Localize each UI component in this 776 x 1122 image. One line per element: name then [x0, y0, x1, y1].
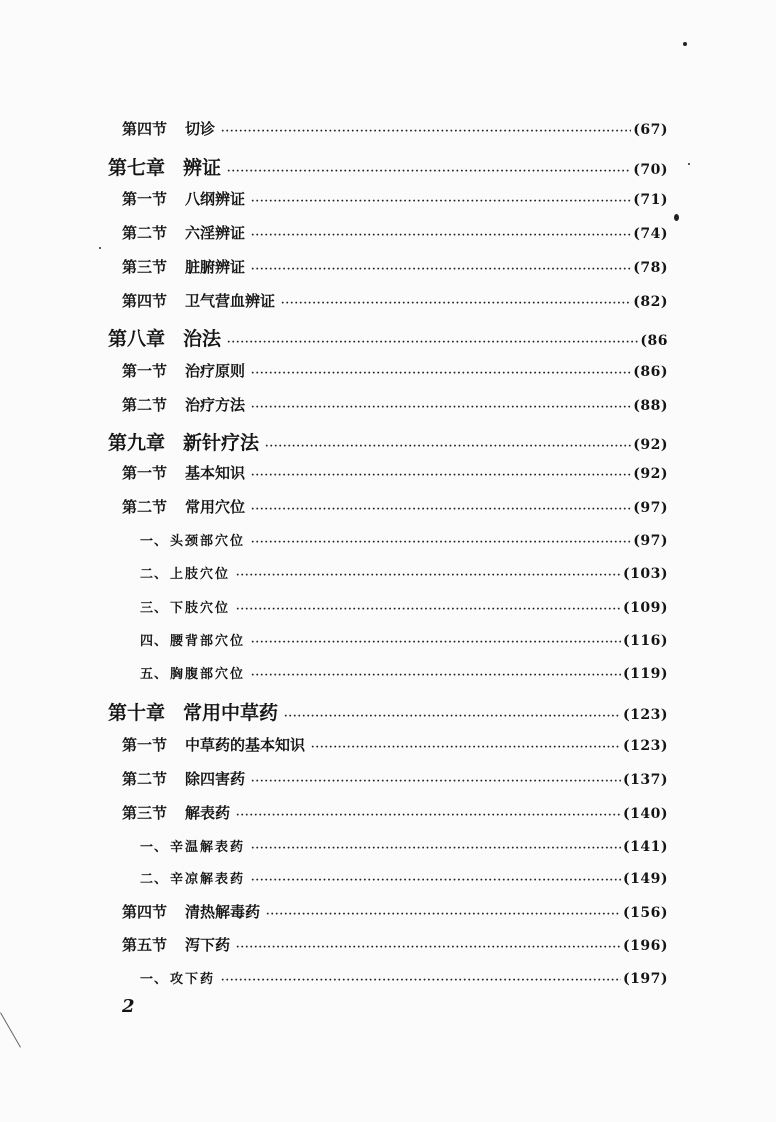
toc-entry-number: 一、 [140, 972, 169, 987]
toc-entry-sub [140, 663, 668, 682]
toc-entry-chapter [108, 698, 668, 725]
dot-leader [236, 570, 621, 581]
dot-leader [236, 604, 621, 615]
toc-entry-page: (109) [623, 600, 668, 616]
toc-entry-number: 第一节 [122, 736, 168, 754]
toc-entry-page: (116) [623, 633, 668, 649]
toc-entry-section [122, 901, 668, 922]
dot-leader [266, 909, 621, 920]
toc-entry-sub [140, 630, 668, 649]
toc-entry-page: (140) [623, 806, 668, 822]
toc-entry-chapter [108, 153, 668, 180]
toc-entry-number: 第一节 [122, 190, 168, 208]
toc-entry-title: 常用中草药 [183, 702, 279, 724]
dot-leader [236, 810, 621, 821]
toc-entry-page: (70) [633, 162, 668, 178]
dot-leader [251, 670, 621, 681]
toc-entry-title: 八纲辨证 [185, 190, 246, 208]
toc-entry-page: (92) [633, 466, 668, 482]
toc-entry-number: 四、 [140, 634, 169, 649]
toc-entry-number: 第九章 [108, 432, 166, 454]
toc-entry-page: (78) [633, 260, 668, 276]
toc-entry-title: 辨证 [183, 157, 222, 179]
toc-entry-section [122, 290, 668, 311]
toc-entry-title: 脏腑辨证 [185, 258, 246, 276]
toc-entry-title: 上肢穴位 [170, 567, 231, 582]
toc-entry-page: (123) [623, 707, 668, 723]
toc-entry-title: 解表药 [185, 804, 231, 822]
toc-entry-title: 辛温解表药 [170, 840, 246, 855]
toc-entry-number: 第七章 [108, 157, 166, 179]
dot-leader [251, 470, 631, 481]
toc-entry-page: (97) [633, 533, 668, 549]
toc-entry-title: 下肢穴位 [170, 601, 231, 616]
dot-leader [251, 843, 621, 854]
toc-entry-title: 治疗方法 [185, 396, 246, 414]
ink-speck [688, 163, 690, 165]
toc-entry-section [122, 222, 668, 243]
dot-leader [251, 196, 631, 207]
toc-entry-page: (156) [623, 905, 668, 921]
toc-entry-section [122, 188, 668, 209]
toc-entry-page: (86) [633, 364, 668, 380]
toc-entry-sub [140, 530, 668, 549]
toc-entry-number: 第一节 [122, 464, 168, 482]
toc-entry-title: 除四害药 [185, 770, 246, 788]
toc-entry-title: 基本知识 [185, 464, 246, 482]
dot-leader [251, 537, 631, 548]
dot-leader [311, 742, 621, 753]
dot-leader [227, 166, 631, 177]
toc-entry-title: 新针疗法 [183, 432, 260, 454]
dot-leader [265, 441, 631, 452]
toc-entry-title: 切诊 [185, 120, 216, 138]
dot-leader [251, 637, 621, 648]
dot-leader [251, 230, 631, 241]
toc-entry-title: 六淫辨证 [185, 224, 246, 242]
toc-entry-number: 第四节 [122, 903, 168, 921]
toc-entry-section [122, 734, 668, 755]
toc-entry-number: 一、 [140, 840, 169, 855]
toc-entry-number: 第二节 [122, 396, 168, 414]
toc-entry-page: (67) [633, 122, 668, 138]
toc-entry-section [122, 256, 668, 277]
toc-entry-title: 清热解毒药 [185, 903, 261, 921]
toc-entry-number: 第三节 [122, 258, 168, 276]
page-number: 2 [122, 996, 135, 1017]
ink-speck [683, 42, 687, 46]
toc-entry-page: (119) [623, 666, 668, 682]
toc-entry-sub [140, 563, 668, 582]
toc-entry-sub [140, 968, 668, 987]
toc-entry-title: 卫气营血辨证 [185, 292, 276, 310]
toc-entry-section [122, 462, 668, 483]
dot-leader [227, 337, 638, 348]
toc-entry-section [122, 934, 668, 955]
toc-entry-number: 二、 [140, 567, 169, 582]
toc-entry-title: 头颈部穴位 [170, 534, 246, 549]
toc-entry-section [122, 496, 668, 517]
dot-leader [251, 264, 631, 275]
toc-entry-page: (137) [623, 772, 668, 788]
toc-entry-number: 五、 [140, 667, 169, 682]
toc-entry-section [122, 802, 668, 823]
dot-leader [221, 975, 621, 986]
dot-leader [251, 402, 631, 413]
toc-entry-section [122, 768, 668, 789]
toc-entry-sub [140, 597, 668, 616]
ink-speck [674, 214, 679, 221]
toc-entry-sub [140, 836, 668, 855]
toc-entry-number: 第四节 [122, 292, 168, 310]
toc-entry-section [122, 118, 668, 139]
toc-entry-title: 腰背部穴位 [170, 634, 246, 649]
toc-entry-title: 常用穴位 [185, 498, 246, 516]
dot-leader [281, 298, 631, 309]
dot-leader [221, 126, 631, 137]
toc-entry-page: (88) [633, 398, 668, 414]
toc-entry-title: 辛凉解表药 [170, 872, 246, 887]
toc-entry-page: (97) [633, 500, 668, 516]
dot-leader [284, 711, 621, 722]
toc-entry-title: 治疗原则 [185, 362, 246, 380]
toc-entry-page: (141) [623, 839, 668, 855]
toc-entry-section [122, 360, 668, 381]
toc-entry-title: 治法 [183, 328, 222, 350]
toc-entry-number: 二、 [140, 872, 169, 887]
toc-entry-section [122, 394, 668, 415]
toc-entry-number: 第一节 [122, 362, 168, 380]
toc-entry-number: 第二节 [122, 224, 168, 242]
toc-entry-title: 泻下药 [185, 936, 231, 954]
dot-leader [251, 368, 631, 379]
toc-entry-page: (92) [633, 437, 668, 453]
toc-entry-page: (123) [623, 738, 668, 754]
toc-entry-number: 第三节 [122, 804, 168, 822]
toc-entry-number: 第五节 [122, 936, 168, 954]
toc-entry-title: 胸腹部穴位 [170, 667, 246, 682]
dot-leader [236, 942, 621, 953]
toc-entry-page: (197) [623, 971, 668, 987]
toc-entry-number: 一、 [140, 534, 169, 549]
dot-leader [251, 875, 621, 886]
toc-entry-number: 第二节 [122, 770, 168, 788]
dot-leader [251, 504, 631, 515]
toc-entry-page: (103) [623, 566, 668, 582]
toc-entry-number: 三、 [140, 601, 169, 616]
dot-leader [251, 776, 621, 787]
toc-entry-page: (149) [623, 871, 668, 887]
toc-entry-page: (74) [633, 226, 668, 242]
toc-entry-page: (86 [640, 333, 668, 349]
toc-entry-page: (196) [623, 938, 668, 954]
toc-entry-title: 攻下药 [170, 972, 216, 987]
toc-entry-number: 第八章 [108, 328, 166, 350]
toc-entry-number: 第四节 [122, 120, 168, 138]
toc-entry-page: (82) [633, 294, 668, 310]
toc-entry-page: (71) [633, 192, 668, 208]
toc-entry-number: 第二节 [122, 498, 168, 516]
toc-entry-number: 第十章 [108, 702, 166, 724]
toc-entry-chapter [108, 428, 668, 455]
toc-entry-sub [140, 868, 668, 887]
toc-entry-title: 中草药的基本知识 [185, 736, 306, 754]
toc-entry-chapter [108, 324, 668, 351]
ink-speck [99, 247, 101, 249]
